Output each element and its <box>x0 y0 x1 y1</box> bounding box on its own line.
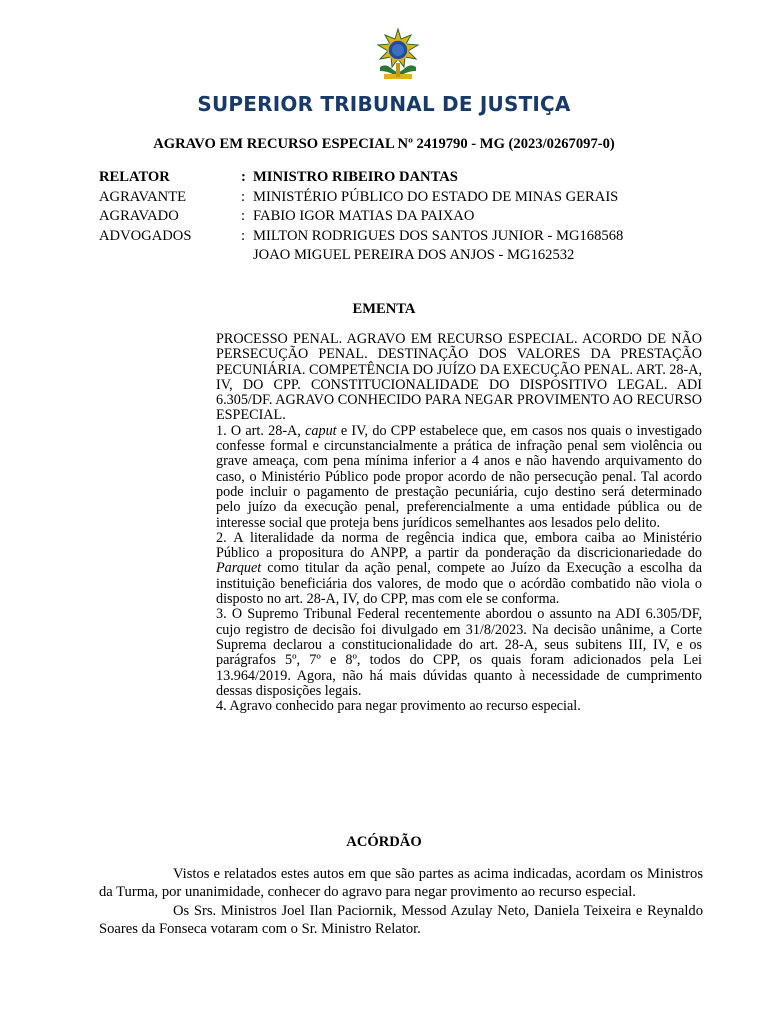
case-title: AGRAVO EM RECURSO ESPECIAL Nº 2419790 - MG (2023/0267097-0) <box>153 136 615 152</box>
acordao-body <box>99 865 703 939</box>
ementa-body <box>216 332 702 714</box>
court-name-title: SUPERIOR TRIBUNAL DE JUSTIÇA <box>197 92 571 116</box>
party-colon: : <box>241 188 246 205</box>
party-colon: : <box>241 169 246 185</box>
parties-list <box>99 168 623 266</box>
acordao-paragraph-2: Os Srs. Ministros Joel Ilan Paciornik, Messod Azulay Neto, Daniela Teixeira e Reynaldo Soares da Fonseca votaram com o Sr. Ministro Relator. <box>99 902 703 938</box>
party-value: FABIO IGOR MATIAS DA PAIXAO <box>253 208 475 225</box>
party-row-advogado-2 <box>99 246 623 266</box>
party-label: AGRAVADO <box>99 208 179 225</box>
party-colon <box>241 246 253 266</box>
party-colon: : <box>241 208 246 225</box>
ementa-item-1: 1. O art. 28-A, caput e IV, do CPP estabelece que, em casos nos quais o investigado confesse formal e circunstancialmente a prática de infração penal sem violência ou grave ameaça, com pena mínima inferior a 4 anos e não havendo arquivamento do caso, o Ministério Público pode propor acordo de não persecução penal. Tal acordo pode incluir o pagamento de prestação pecuniária, cujo destino será determinado pelo juízo da execução penal, preferencialmente a uma entidade pública ou de interesse social que proteja bens jurídicos semelhantes aos lesados pelo delito. <box>216 422 702 531</box>
ementa-item-3: 3. O Supremo Tribunal Federal recentemente abordou o assunto na ADI 6.305/DF, cujo registro de decisão foi divulgado em 31/8/2023. Na decisão unânime, a Corte Suprema declarou a constitucionalidade do art. 28-A, seus subitens III, IV, e os parágrafos 5º, 7º e 8º, todos do CPP, os quais foram adicionados pela Lei 13.964/2019. Agora, não há mais dúvidas quanto à necessidade de cumprimento dessas disposições legais. <box>216 606 702 699</box>
party-label <box>99 246 241 266</box>
party-value: MINISTÉRIO PÚBLICO DO ESTADO DE MINAS GERAIS <box>253 188 619 205</box>
party-row-relator <box>99 168 623 188</box>
party-value: MINISTRO RIBEIRO DANTAS <box>253 169 458 185</box>
party-row-advogados <box>99 227 623 247</box>
ementa-summary: PROCESSO PENAL. AGRAVO EM RECURSO ESPECIAL. ACORDO DE NÃO PERSECUÇÃO PENAL. DESTINAÇÃO DOS VALORES DA PRESTAÇÃO PECUNIÁRIA. COMPETÊNCIA DO JUÍZO DA EXECUÇÃO PENAL. ART. 28-A, IV, DO CPP. CONSTITUCIONALIDADE DO DISPOSITIVO LEGAL. ADI 6.305/DF. AGRAVO CONHECIDO PARA NEGAR PROVIMENTO AO RECURSO ESPECIAL. <box>216 331 702 424</box>
party-value: MILTON RODRIGUES DOS SANTOS JUNIOR - MG168568 <box>253 227 624 244</box>
party-label: AGRAVANTE <box>99 188 187 205</box>
ementa-item-4: 4. Agravo conhecido para negar provimento ao recurso especial. <box>216 698 581 715</box>
acordao-paragraph-1: Vistos e relatados estes autos em que são partes as acima indicadas, acordam os Ministros da Turma, por unanimidade, conhecer do agravo para negar provimento ao recurso especial. <box>99 866 703 901</box>
brazil-coat-of-arms-emblem <box>372 27 424 83</box>
acordao-heading: ACÓRDÃO <box>346 834 422 850</box>
ementa-heading: EMENTA <box>352 301 416 317</box>
party-label: ADVOGADOS <box>99 227 192 244</box>
party-row-agravante <box>99 188 623 208</box>
party-row-agravado <box>99 207 623 227</box>
party-colon: : <box>241 227 246 244</box>
party-value: JOAO MIGUEL PEREIRA DOS ANJOS - MG162532 <box>253 247 575 264</box>
ementa-item-2: 2. A literalidade da norma de regência indica que, embora caiba ao Ministério Público a propositura do ANPP, a partir da ponderação da discricionariedade do Parquet como titular da ação penal, compete ao Juízo da Execução a escolha da instituição beneficiária dos valores, de modo que o acórdão combatido não viola o disposto no art. 28-A, IV, do CPP, mas com ele se conforma. <box>216 529 702 608</box>
party-label: RELATOR <box>99 169 170 185</box>
